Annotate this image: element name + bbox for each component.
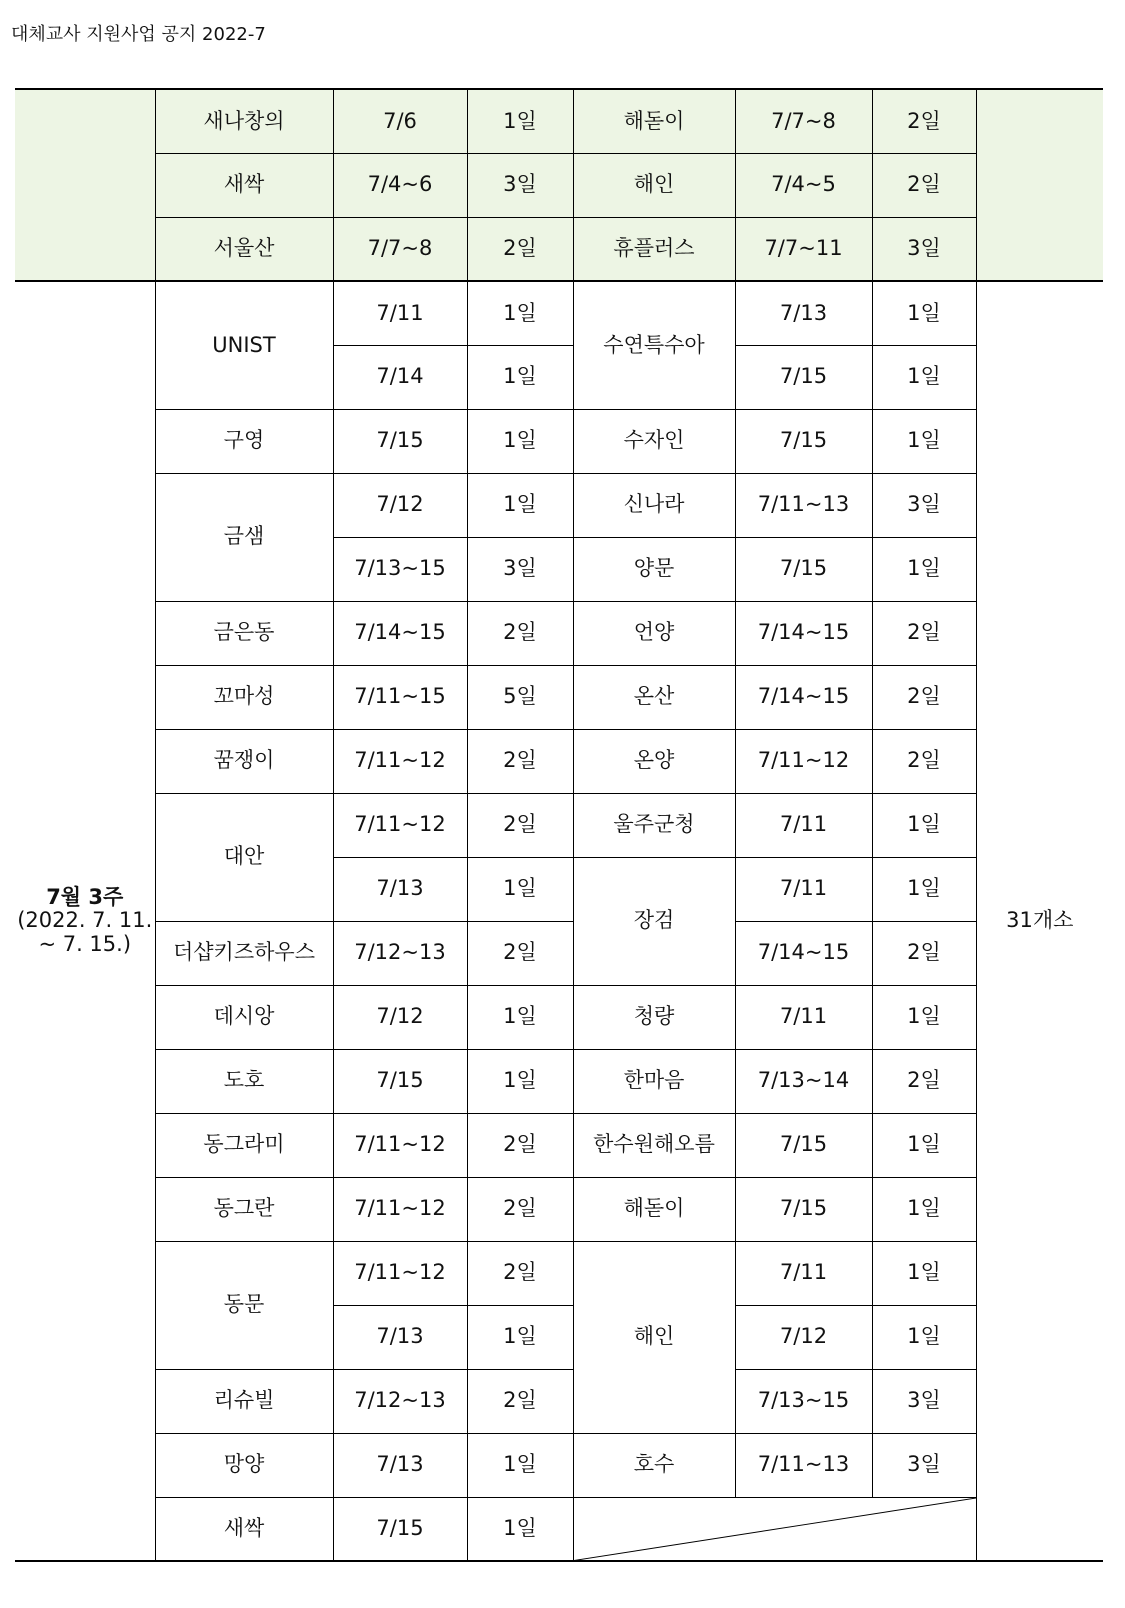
- date-cell: 7/13~15: [333, 537, 467, 601]
- days-cell: 3일: [872, 217, 976, 281]
- center-name: 한수원해오름: [573, 1113, 735, 1177]
- center-name: 수자인: [573, 409, 735, 473]
- days-cell: 2일: [467, 793, 573, 857]
- week-total: 31개소: [976, 281, 1103, 1561]
- center-name: 호수: [573, 1433, 735, 1497]
- days-cell: 1일: [467, 89, 573, 153]
- date-cell: 7/14~15: [333, 601, 467, 665]
- center-name: 동그라미: [155, 1113, 333, 1177]
- date-cell: 7/15: [735, 1177, 872, 1241]
- days-cell: 1일: [872, 1177, 976, 1241]
- week-row: [15, 729, 1103, 793]
- days-cell: 1일: [467, 1049, 573, 1113]
- center-name: 동문: [155, 1241, 333, 1369]
- center-name: 리슈빌: [155, 1369, 333, 1433]
- date-cell: 7/15: [333, 1049, 467, 1113]
- days-cell: 1일: [467, 281, 573, 345]
- center-name: 장검: [573, 857, 735, 985]
- days-cell: 1일: [467, 1433, 573, 1497]
- date-cell: 7/11~12: [333, 1177, 467, 1241]
- days-cell: 1일: [467, 857, 573, 921]
- center-name: 해돋이: [573, 1177, 735, 1241]
- days-cell: 1일: [872, 857, 976, 921]
- days-cell: 1일: [872, 409, 976, 473]
- date-cell: 7/13: [333, 1433, 467, 1497]
- empty-slash-cell: [573, 1497, 976, 1561]
- date-cell: 7/13: [333, 1305, 467, 1369]
- week-row: [15, 1241, 1103, 1305]
- week-row: [15, 409, 1103, 473]
- center-name: 금은동: [155, 601, 333, 665]
- week-row: [15, 921, 1103, 985]
- date-cell: 7/11: [735, 857, 872, 921]
- center-name: 구영: [155, 409, 333, 473]
- center-name: 새나창의: [155, 89, 333, 153]
- week-row: [15, 473, 1103, 537]
- top-row: [15, 217, 1103, 281]
- date-cell: 7/15: [735, 537, 872, 601]
- date-cell: 7/11: [333, 281, 467, 345]
- week-cell: [15, 281, 155, 1561]
- days-cell: 2일: [467, 601, 573, 665]
- week-row: [15, 1497, 1103, 1561]
- date-cell: 7/12: [333, 473, 467, 537]
- center-name: 온양: [573, 729, 735, 793]
- date-cell: 7/14~15: [735, 665, 872, 729]
- center-name: 새싹: [155, 153, 333, 217]
- center-name: 해돋이: [573, 89, 735, 153]
- center-name: 양문: [573, 537, 735, 601]
- week-range-line1: (2022. 7. 11.: [17, 908, 153, 933]
- center-name: 망양: [155, 1433, 333, 1497]
- days-cell: 2일: [872, 601, 976, 665]
- center-name: 금샘: [155, 473, 333, 601]
- date-cell: 7/12~13: [333, 1369, 467, 1433]
- center-name: 휴플러스: [573, 217, 735, 281]
- document-title: 대체교사 지원사업 공지 2022-7: [11, 24, 266, 45]
- date-cell: 7/11~12: [333, 729, 467, 793]
- days-cell: 2일: [467, 921, 573, 985]
- date-cell: 7/7~8: [735, 89, 872, 153]
- date-cell: 7/7~8: [333, 217, 467, 281]
- top-row: [15, 89, 1103, 153]
- date-cell: 7/11~13: [735, 473, 872, 537]
- date-cell: 7/11: [735, 793, 872, 857]
- days-cell: 3일: [872, 1433, 976, 1497]
- days-cell: 1일: [872, 1241, 976, 1305]
- days-cell: 2일: [467, 217, 573, 281]
- days-cell: 3일: [467, 537, 573, 601]
- days-cell: 3일: [467, 153, 573, 217]
- days-cell: 2일: [467, 729, 573, 793]
- days-cell: 1일: [872, 985, 976, 1049]
- diagonal-slash: [574, 1498, 976, 1561]
- days-cell: 3일: [872, 1369, 976, 1433]
- date-cell: 7/13~15: [735, 1369, 872, 1433]
- center-name: 더샵키즈하우스: [155, 921, 333, 985]
- days-cell: 1일: [467, 473, 573, 537]
- center-name: 해인: [573, 153, 735, 217]
- center-name: 해인: [573, 1241, 735, 1433]
- week-row: [15, 985, 1103, 1049]
- days-cell: 2일: [467, 1113, 573, 1177]
- days-cell: 3일: [872, 473, 976, 537]
- date-cell: 7/15: [735, 409, 872, 473]
- week-row: [15, 1049, 1103, 1113]
- date-cell: 7/4~5: [735, 153, 872, 217]
- date-cell: 7/11~12: [333, 1113, 467, 1177]
- days-cell: 1일: [467, 409, 573, 473]
- week-row: [15, 1369, 1103, 1433]
- days-cell: 1일: [872, 537, 976, 601]
- days-cell: 2일: [467, 1241, 573, 1305]
- days-cell: 1일: [467, 1305, 573, 1369]
- date-cell: 7/11~15: [333, 665, 467, 729]
- center-name: 대안: [155, 793, 333, 921]
- days-cell: 2일: [872, 729, 976, 793]
- date-cell: 7/12~13: [333, 921, 467, 985]
- date-cell: 7/11~12: [333, 793, 467, 857]
- days-cell: 2일: [872, 1049, 976, 1113]
- date-cell: 7/15: [735, 345, 872, 409]
- date-cell: 7/6: [333, 89, 467, 153]
- center-name: UNIST: [155, 281, 333, 409]
- date-cell: 7/15: [735, 1113, 872, 1177]
- date-cell: 7/7~11: [735, 217, 872, 281]
- top-total-cell: [976, 89, 1103, 281]
- week-row: [15, 281, 1103, 345]
- schedule-table: [15, 88, 1103, 1562]
- days-cell: 1일: [872, 345, 976, 409]
- days-cell: 1일: [467, 985, 573, 1049]
- days-cell: 2일: [467, 1369, 573, 1433]
- center-name: 신나라: [573, 473, 735, 537]
- date-cell: 7/13~14: [735, 1049, 872, 1113]
- week-row: [15, 1177, 1103, 1241]
- days-cell: 2일: [467, 1177, 573, 1241]
- schedule-body: [15, 89, 1103, 1561]
- days-cell: 1일: [872, 1305, 976, 1369]
- week-range-line2: ~ 7. 15.): [38, 931, 132, 956]
- days-cell: 5일: [467, 665, 573, 729]
- date-cell: 7/11: [735, 1241, 872, 1305]
- days-cell: 1일: [872, 1113, 976, 1177]
- center-name: 도호: [155, 1049, 333, 1113]
- week-row: [15, 1433, 1103, 1497]
- days-cell: 2일: [872, 921, 976, 985]
- center-name: 서울산: [155, 217, 333, 281]
- date-cell: 7/12: [333, 985, 467, 1049]
- week-row: [15, 665, 1103, 729]
- top-row: [15, 153, 1103, 217]
- week-row: [15, 793, 1103, 857]
- top-week-cell: [15, 89, 155, 281]
- center-name: 울주군청: [573, 793, 735, 857]
- days-cell: 1일: [467, 1497, 573, 1561]
- center-name: 청량: [573, 985, 735, 1049]
- days-cell: 2일: [872, 665, 976, 729]
- center-name: 동그란: [155, 1177, 333, 1241]
- center-name: 데시앙: [155, 985, 333, 1049]
- days-cell: 2일: [872, 153, 976, 217]
- date-cell: 7/13: [735, 281, 872, 345]
- date-cell: 7/15: [333, 1497, 467, 1561]
- date-cell: 7/14~15: [735, 921, 872, 985]
- days-cell: 2일: [872, 89, 976, 153]
- date-cell: 7/11~13: [735, 1433, 872, 1497]
- date-cell: 7/13: [333, 857, 467, 921]
- center-name: 한마음: [573, 1049, 735, 1113]
- days-cell: 1일: [872, 793, 976, 857]
- date-cell: 7/12: [735, 1305, 872, 1369]
- center-name: 온산: [573, 665, 735, 729]
- center-name: 꿈쟁이: [155, 729, 333, 793]
- date-cell: 7/4~6: [333, 153, 467, 217]
- days-cell: 1일: [872, 281, 976, 345]
- date-cell: 7/11: [735, 985, 872, 1049]
- date-cell: 7/14: [333, 345, 467, 409]
- date-cell: 7/11~12: [735, 729, 872, 793]
- date-cell: 7/14~15: [735, 601, 872, 665]
- week-row: [15, 601, 1103, 665]
- date-cell: 7/11~12: [333, 1241, 467, 1305]
- date-cell: 7/15: [333, 409, 467, 473]
- center-name: 꼬마성: [155, 665, 333, 729]
- week-row: [15, 1113, 1103, 1177]
- center-name: 언양: [573, 601, 735, 665]
- days-cell: 1일: [467, 345, 573, 409]
- week-label: 7월 3주: [46, 885, 124, 910]
- center-name: 새싹: [155, 1497, 333, 1561]
- center-name: 수연특수아: [573, 281, 735, 409]
